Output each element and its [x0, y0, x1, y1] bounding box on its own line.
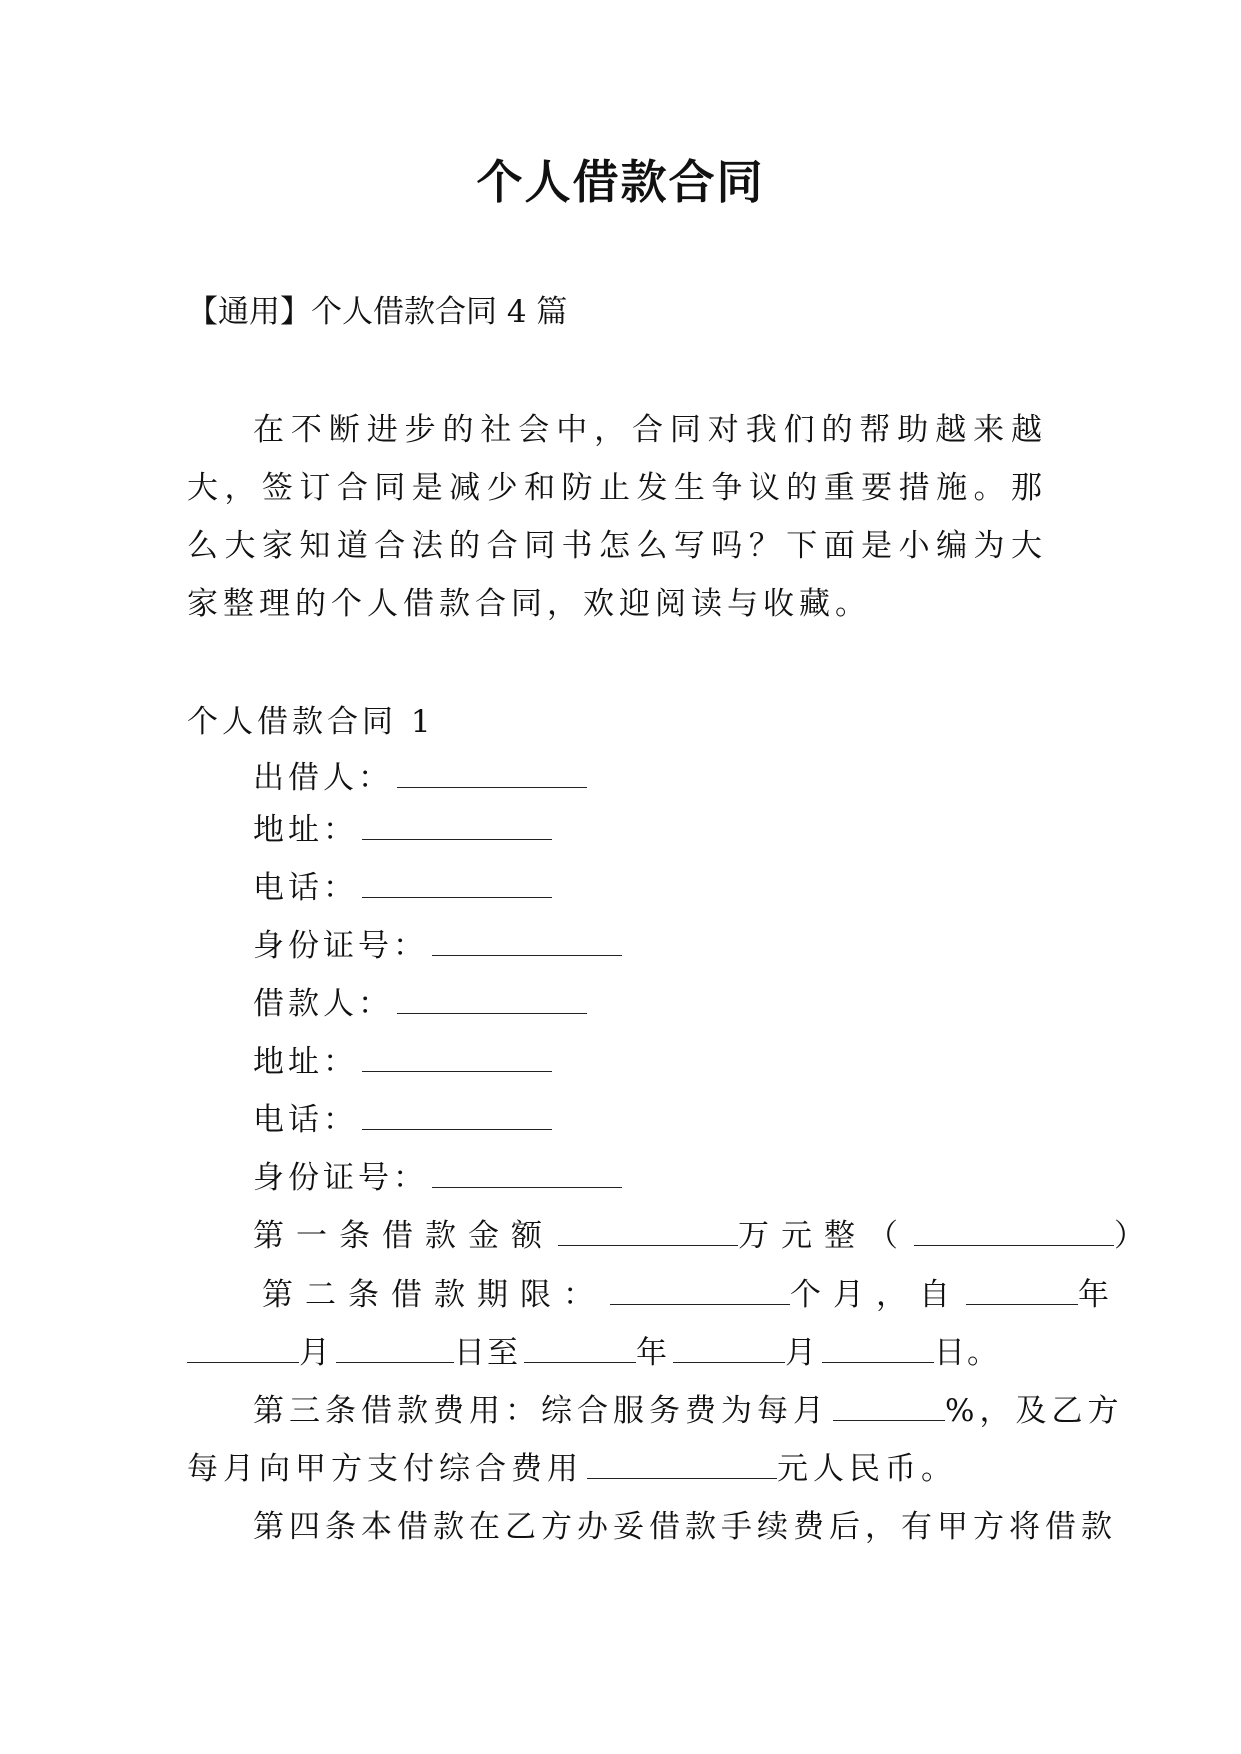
lender-phone-blank [362, 871, 552, 898]
article-2-text-c: 年 [1078, 1277, 1121, 1313]
article-2-text-b: 个月，自 [790, 1277, 962, 1313]
lender-id-blank [432, 929, 622, 956]
start-month-blank [187, 1336, 299, 1363]
contract-heading: 个人借款合同 1 [187, 704, 435, 740]
article-1-text-b: 万元整（ [738, 1218, 910, 1254]
article-3-text-a: 第三条借款费用：综合服务费为每月 [253, 1393, 829, 1429]
borrower-phone-row [253, 1100, 552, 1140]
fee-rate-blank [833, 1394, 945, 1421]
article-2-text-e: 日至 [454, 1335, 520, 1371]
lender-address-blank [362, 813, 552, 840]
intro-paragraph: 在不断进步的社会中，合同对我们的帮助越来越大，签订合同是减少和防止发生争议的重要措施。那么大家知道合法的合同书怎么写吗？下面是小编为大家整理的个人借款合同，欢迎阅读与收藏。 [187, 412, 1047, 622]
borrower-address-label: 地址： [253, 1044, 358, 1080]
article-3-line-1 [253, 1391, 1123, 1431]
article-2-text-a: 第二条借款期限： [262, 1277, 606, 1313]
document-title: 个人借款合同 [476, 155, 765, 209]
borrower-id-blank [432, 1161, 622, 1188]
article-1 [253, 1216, 1157, 1256]
article-4-line-1: 第四条本借款在乙方办妥借款手续费后，有甲方将借款 [253, 1509, 1117, 1545]
lender-id-label: 身份证号： [253, 928, 428, 964]
lender-phone-row [253, 868, 552, 908]
end-month-blank [673, 1336, 785, 1363]
lender-row [253, 758, 587, 798]
borrower-address-blank [362, 1045, 552, 1072]
lender-id-row [253, 926, 622, 966]
lender-blank [397, 761, 587, 788]
start-year-blank [966, 1278, 1078, 1305]
article-1-text-a: 第一条借款金额 [253, 1218, 554, 1254]
article-3-text-d: 元人民币。 [777, 1451, 957, 1487]
article-2-text-h: 日。 [934, 1335, 1000, 1371]
lender-label: 出借人： [253, 760, 393, 796]
article-3-text-c: 每月向甲方支付综合费用 [187, 1451, 583, 1487]
lender-address-row [253, 810, 552, 850]
lender-address-label: 地址： [253, 812, 358, 848]
borrower-address-row [253, 1042, 552, 1082]
document-subtitle: 【通用】个人借款合同 4 篇 [187, 294, 568, 330]
borrower-label: 借款人： [253, 986, 393, 1022]
article-2-line-1 [262, 1275, 1121, 1315]
article-2-text-f: 年 [636, 1335, 669, 1371]
article-2-text-d: 月 [299, 1335, 332, 1371]
lender-phone-label: 电话： [253, 870, 358, 906]
article-2-line-2 [187, 1333, 1000, 1373]
article-3-line-2 [187, 1449, 957, 1489]
borrower-phone-blank [362, 1103, 552, 1130]
amount-words-blank [914, 1219, 1114, 1246]
end-year-blank [524, 1336, 636, 1363]
borrower-id-label: 身份证号： [253, 1160, 428, 1196]
borrower-id-row [253, 1158, 622, 1198]
borrower-row [253, 984, 587, 1024]
term-months-blank [610, 1278, 790, 1305]
borrower-blank [397, 987, 587, 1014]
amount-blank [558, 1219, 738, 1246]
fee-amount-blank [587, 1452, 777, 1479]
article-1-text-c: ） [1114, 1218, 1157, 1254]
end-day-blank [822, 1336, 934, 1363]
article-2-text-g: 月 [785, 1335, 818, 1371]
start-day-blank [336, 1336, 454, 1363]
borrower-phone-label: 电话： [253, 1102, 358, 1138]
article-3-text-b: %，及乙方 [945, 1393, 1124, 1429]
